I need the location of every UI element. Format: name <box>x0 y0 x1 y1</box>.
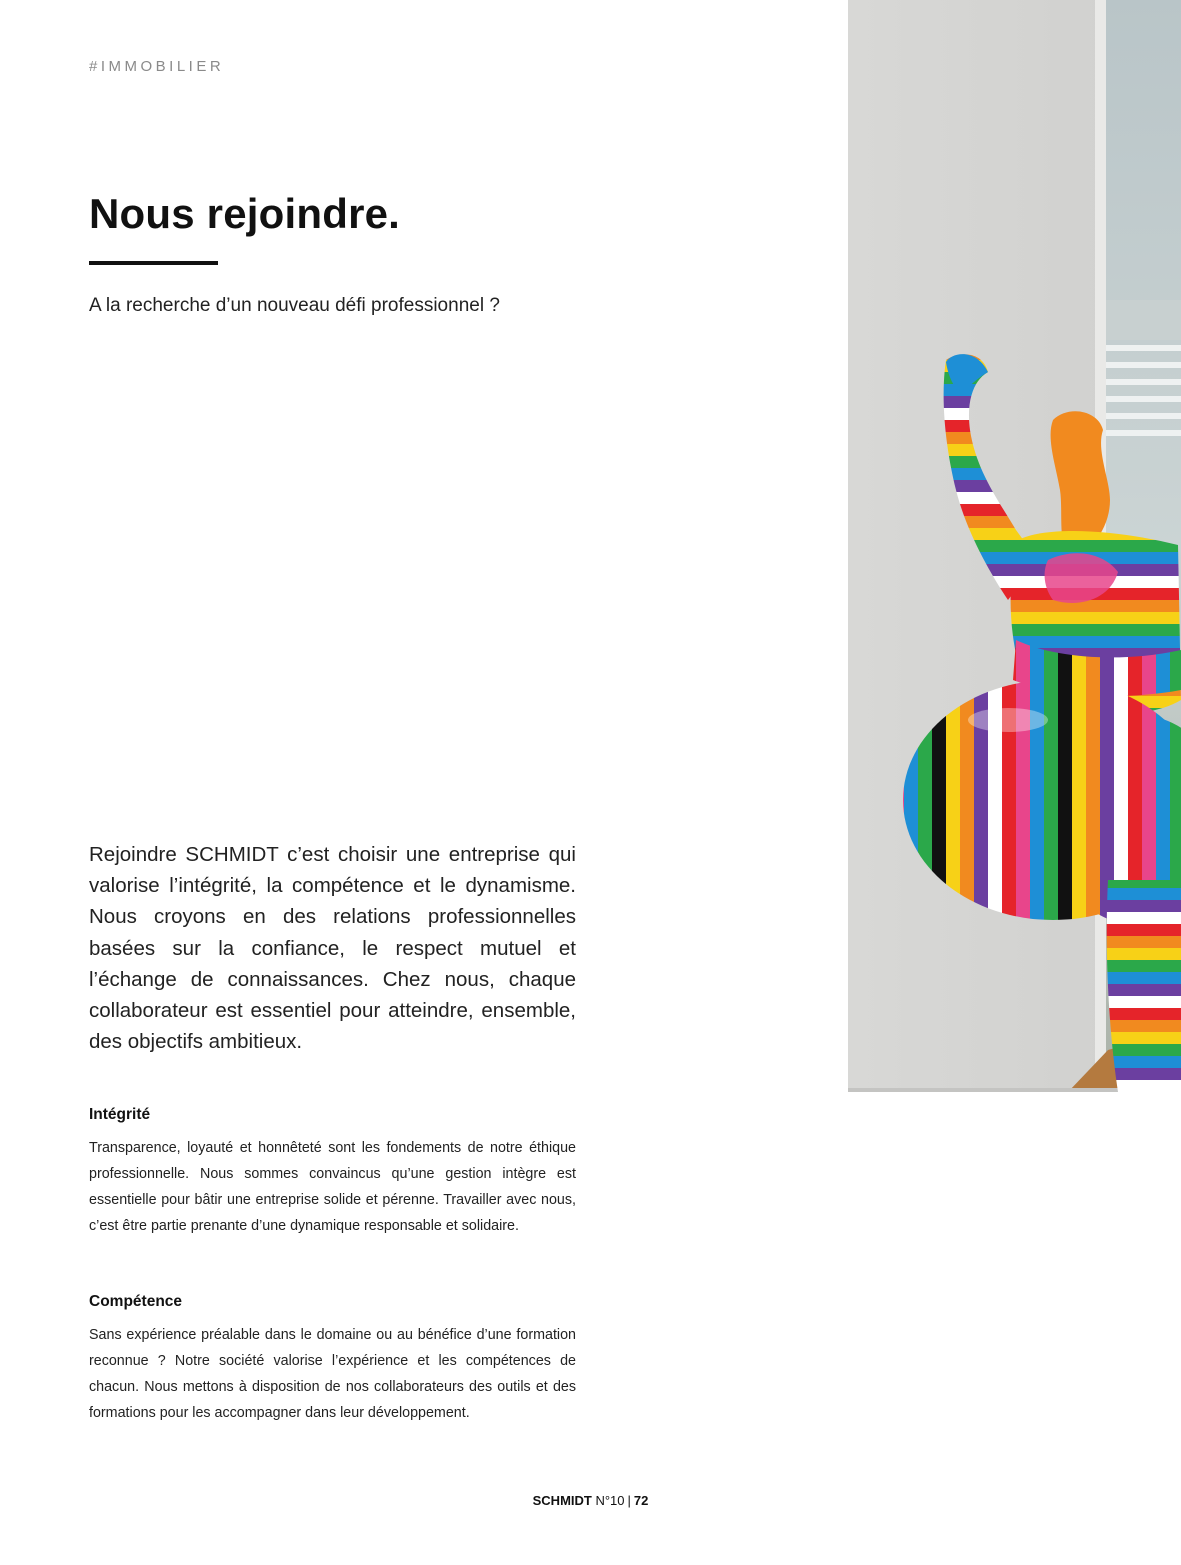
footer-separator: | <box>627 1493 631 1508</box>
page-footer <box>0 1493 1181 1508</box>
footer-page-number: 72 <box>633 1493 649 1508</box>
page-title: Nous rejoindre. <box>89 190 401 237</box>
intro-paragraph: Rejoindre SCHMIDT c’est choisir une entreprise qui valorise l’intégrité, la compétence et le dynamisme. Nous croyons en des relations professionnelles basées sur la confiance, le respect mutuel et l’échange de connaissances. Chez nous, chaque collaborateur est essentiel pour atteindre, ensemble, des objectifs ambitieux. <box>89 843 576 1054</box>
footer-brand: SCHMIDT <box>532 1493 592 1508</box>
section-tag: #IMMOBILIER <box>89 58 225 75</box>
sculpture-photo <box>848 0 1181 1092</box>
section-heading-competence: Compétence <box>89 1293 183 1310</box>
section-heading-integrite: Intégrité <box>89 1106 151 1123</box>
page-subtitle: A la recherche d’un nouveau défi professionnel ? <box>89 295 500 316</box>
section-text-competence: Sans expérience préalable dans le domaine ou au bénéfice d’une formation reconnue ? Notre société valorise l’expérience et les compétences de chacun. Nous mettons à disposition de nos collaborateurs des outils et des formations pour les accompagner dans leur développement. <box>89 1327 576 1421</box>
section-text-integrite: Transparence, loyauté et honnêteté sont les fondements de notre éthique professionnelle. Nous sommes convaincus qu’une gestion intègre est essentielle pour bâtir une entreprise solide et pérenne. Travailler avec nous, c’est être partie prenante d’une dynamique responsable et solidaire. <box>89 1140 576 1234</box>
title-underline <box>89 261 218 265</box>
footer-issue: N°10 <box>595 1493 625 1508</box>
